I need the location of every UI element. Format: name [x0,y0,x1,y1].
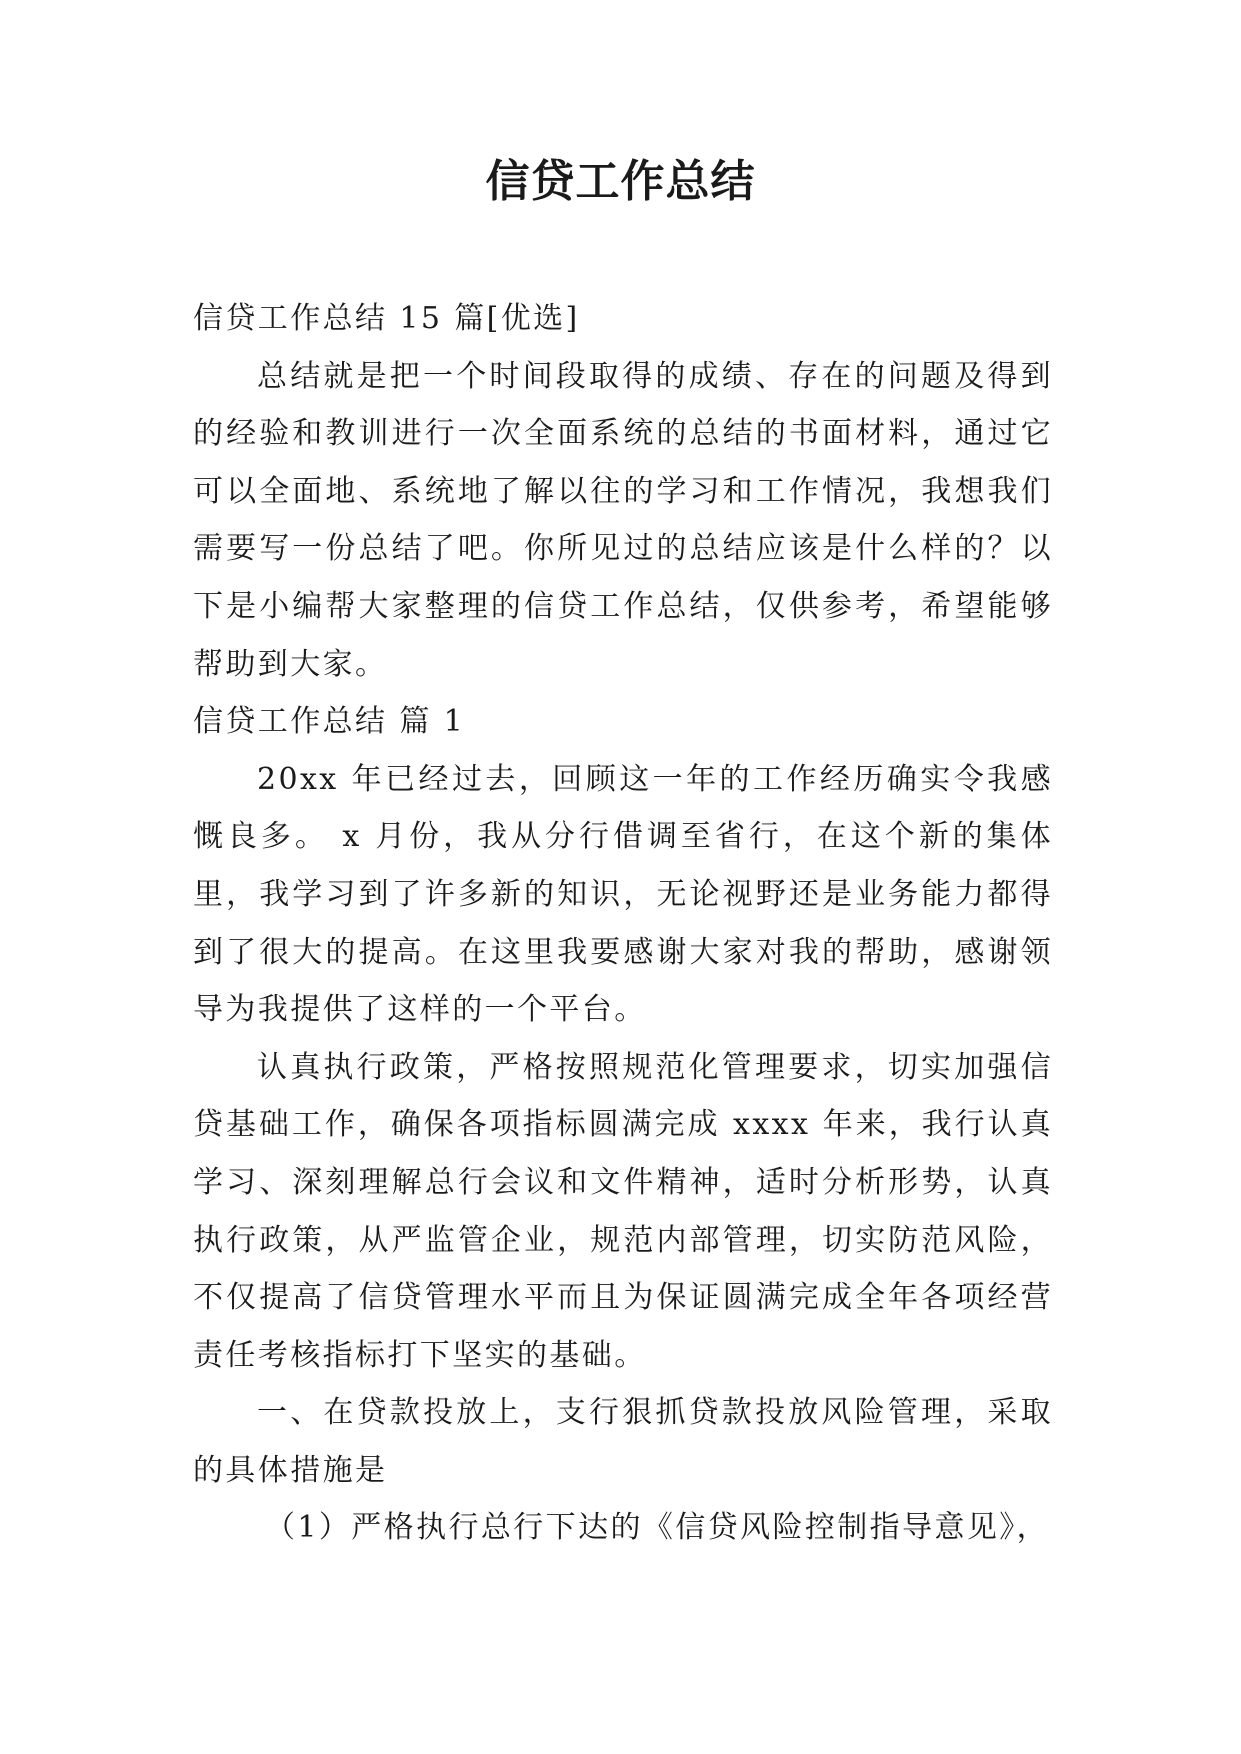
document-subtitle: 信贷工作总结 15 篇[优选] [193,301,580,336]
body-paragraph: 认真执行政策，严格按照规范化管理要求，切实加强信贷基础工作，确保各项指标圆满完成 xxxx 年来，我行认真学习、深刻理解总行会议和文件精神，适时分析形势，认真执行政策，从严监管企业，规范内部管理，切实防范风险，不仅提高了信贷管理水平而且为保证圆满完成全年各项经营责任考核指标打下坚实的基础。 [193,1049,1053,1373]
document-body [193,290,1053,1557]
body-paragraph: （1）严格执行总行下达的《信贷风险控制指导意见》， [265,1510,1050,1546]
body-paragraph: 20xx 年已经过去，回顾这一年的工作经历确实令我感慨良多。 x 月份，我从分行借调至省行，在这个新的集体里，我学习到了许多新的知识，无论视野还是业务能力都得到了很大的提高。在这里我要感谢大家对我的帮助，感谢领导为我提供了这样的一个平台。 [193,761,1053,1028]
intro-paragraph: 总结就是把一个时间段取得的成绩、存在的问题及得到的经验和教训进行一次全面系统的总结的书面材料，通过它可以全面地、系统地了解以往的学习和工作情况，我想我们需要写一份总结了吧。你所见过的总结应该是什么样的？以下是小编帮大家整理的信贷工作总结，仅供参考，希望能够帮助到大家。 [193,358,1053,682]
document-title: 信贷工作总结 [485,156,756,207]
section-heading: 信贷工作总结 篇 1 [193,704,466,740]
body-paragraph: 一、在贷款投放上，支行狠抓贷款投放风险管理，采取的具体措施是 [193,1395,1053,1488]
